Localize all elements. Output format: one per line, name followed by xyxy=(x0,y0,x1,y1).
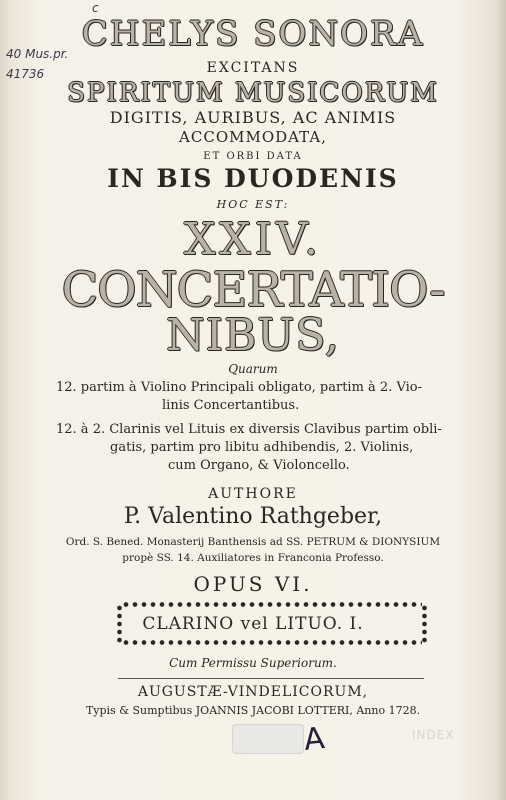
author-order-line1: Ord. S. Bened. Monasterij Banthensis ad SS. PETRUM & DIONYSIUM xyxy=(65,536,441,548)
handwritten-letter: A xyxy=(302,721,327,758)
title-excitans: EXCITANS xyxy=(206,60,300,76)
desc-p1-line1: 12. partim à Violino Principali obligato, partim à 2. Vio- xyxy=(56,380,422,395)
desc-p2-line2: gatis, partim pro libitu adhibendis, 2. Violinis, xyxy=(110,440,414,455)
title-in-bis-duodenis: IN BIS DUODENIS xyxy=(107,164,399,193)
divider-rule xyxy=(118,678,424,679)
author-order-line2: propè SS. 14. Auxiliatores in Franconia Professo. xyxy=(122,552,384,564)
title-et-orbi-data: ET ORBI DATA xyxy=(203,151,303,162)
title-nibus: NIBUS, xyxy=(166,310,340,361)
title-concertatio: CONCERTATIO- xyxy=(61,262,445,318)
title-xxiv: XXIV. xyxy=(183,214,323,265)
desc-p2-line3: cum Organo, & Violoncello. xyxy=(168,458,350,473)
imprint-city: AUGUSTÆ-VINDELICORUM, xyxy=(137,684,369,700)
library-stamp xyxy=(232,724,304,754)
title-accommodata: ACCOMMODATA, xyxy=(179,128,327,146)
title-chelys-sonora: CHELYS SONORA xyxy=(81,14,425,54)
permission-line: Cum Permissu Superiorum. xyxy=(169,656,337,670)
authore-label: AUTHORE xyxy=(208,486,298,502)
ornament-band-top xyxy=(122,600,422,609)
quarum: Quarum xyxy=(228,362,278,376)
desc-p2-line1: 12. à 2. Clarinis vel Lituis ex diversis Clavibus partim obli- xyxy=(56,422,442,437)
ornament-band-bottom xyxy=(122,638,422,647)
shelfmark-top: 40 Mus.pr. xyxy=(6,47,69,61)
part-name: CLARINO vel LITUO. I. xyxy=(142,614,364,634)
margin-mark: c xyxy=(92,1,99,15)
title-hoc-est: HOC EST: xyxy=(216,198,290,211)
shelfmark-bottom: 41736 xyxy=(6,67,45,81)
title-spiritum-musicorum: SPIRITUM MUSICORUM xyxy=(67,78,439,108)
imprint-printer: Typis & Sumptibus JOANNIS JACOBI LOTTERI, Anno 1728. xyxy=(85,704,421,717)
author-name: P. Valentino Rathgeber, xyxy=(123,504,383,529)
desc-p1-line2: linis Concertantibus. xyxy=(162,398,300,413)
title-digitis: DIGITIS, AURIBUS, AC ANIMIS xyxy=(109,108,397,127)
index-stamp: INDEX xyxy=(412,728,455,742)
opus-number: OPUS VI. xyxy=(193,572,313,596)
